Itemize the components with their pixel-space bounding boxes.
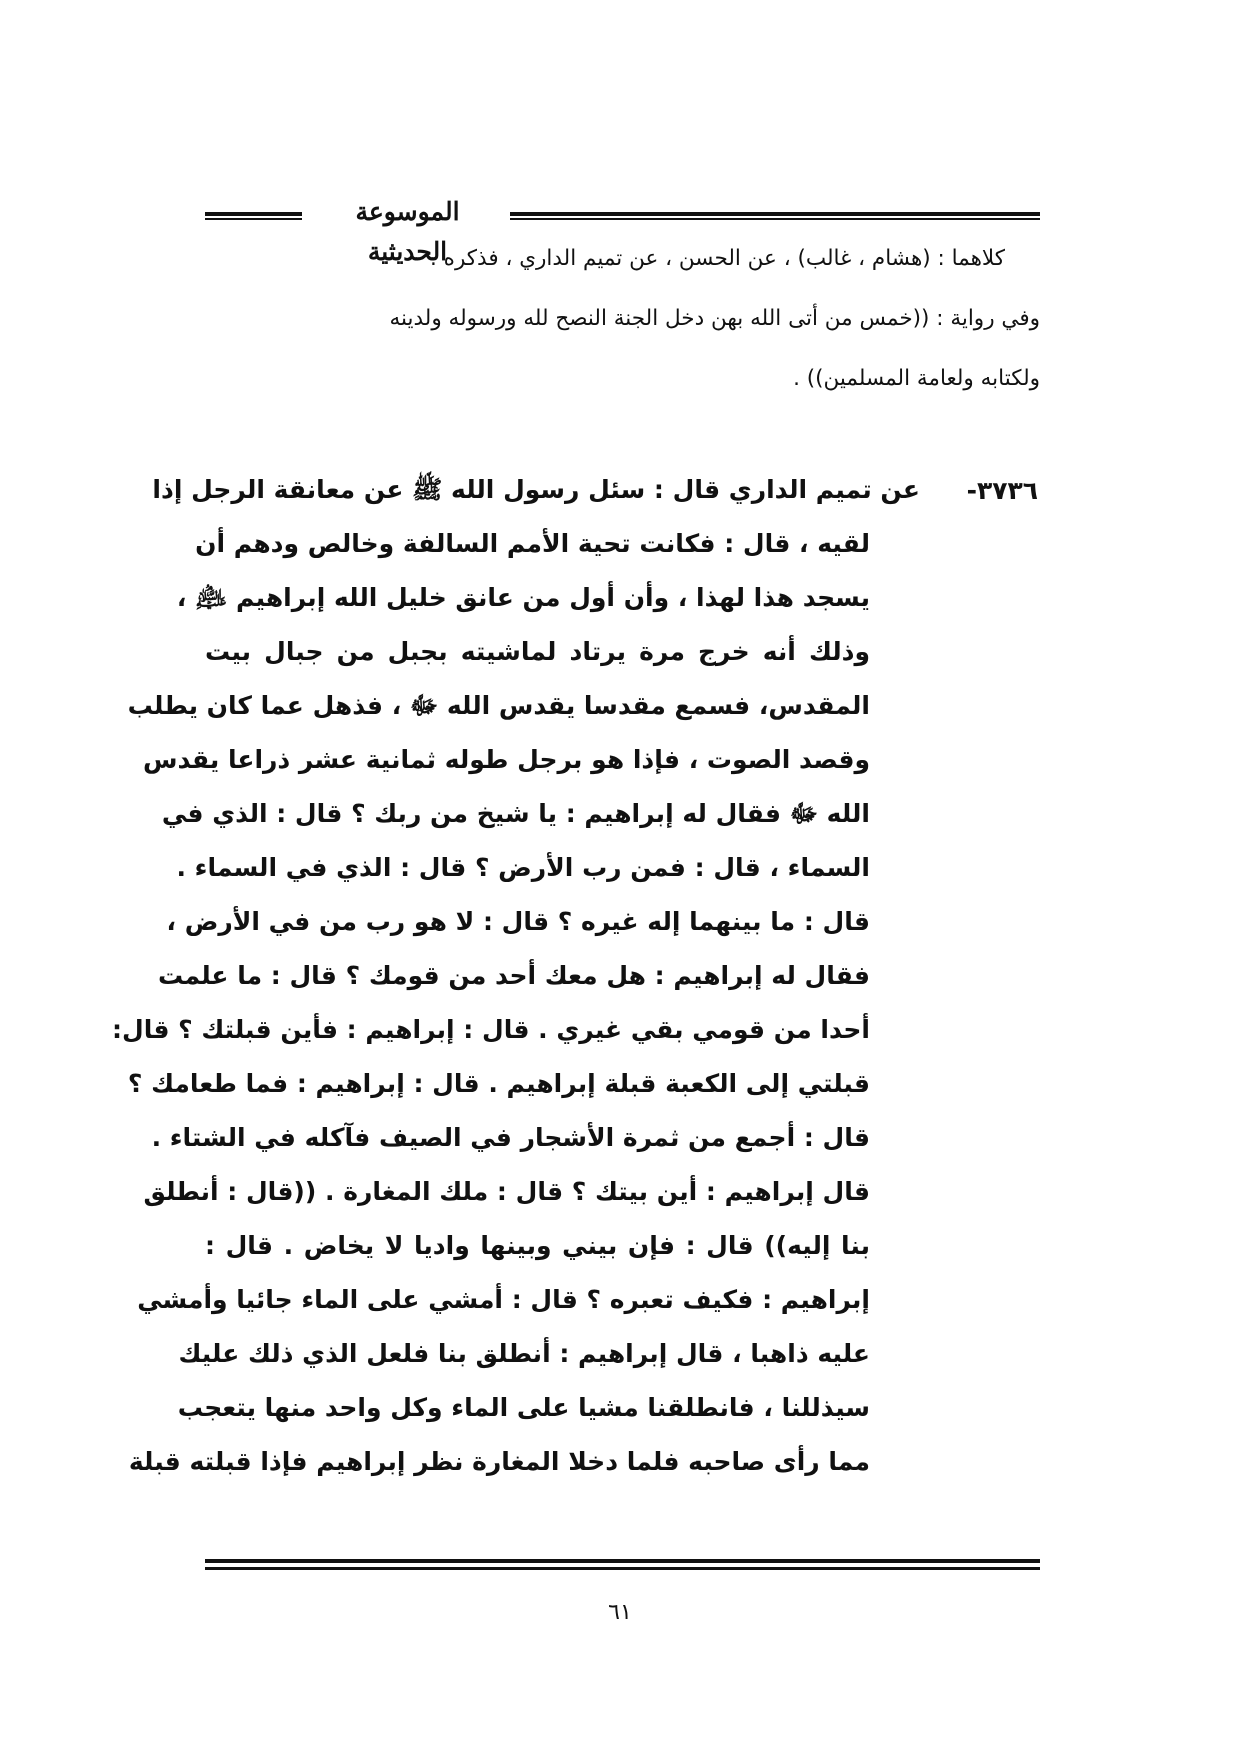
header-rule-left <box>205 212 302 216</box>
hadith-line: إبراهيم : فكيف تعبره ؟ قال : أمشي على الماء جائيا وأمشي <box>137 1285 870 1314</box>
hadith-line: يسجد هذا لهذا ، وأن أول من عانق خليل الله إبراهيم ﵇ ، <box>176 583 870 612</box>
hadith-line: قال : أجمع من ثمرة الأشجار في الصيف فآكله في الشتاء . <box>151 1123 870 1152</box>
hadith-line: مما رأى صاحبه فلما دخلا المغارة نظر إبراهيم فإذا قبلته قبلة <box>128 1447 870 1476</box>
hadith-line: بنا إليه)) قال : فإن بيني وبينها واديا لا يخاض . قال : <box>205 1231 870 1260</box>
intro-line-1: كلاهما : (هشام ، غالب) ، عن الحسن ، عن تميم الداري ، فذكره . <box>430 246 1005 271</box>
hadith-line: قبلتي إلى الكعبة قبلة إبراهيم . قال : إبراهيم : فما طعامك ؟ <box>127 1069 870 1098</box>
footer-rule-thin <box>205 1567 1040 1570</box>
intro-line-3: ولكتابه ولعامة المسلمين)) . <box>793 366 1040 391</box>
hadith-number: ٣٧٣٦- <box>966 476 1038 505</box>
header-rule-right <box>510 212 1040 216</box>
hadith-line: فقال له إبراهيم : هل معك أحد من قومك ؟ قال : ما علمت <box>158 961 870 990</box>
hadith-line: عن تميم الداري قال : سئل رسول الله ﷺ عن معانقة الرجل إذا <box>152 475 920 504</box>
hadith-line: قال إبراهيم : أين بيتك ؟ قال : ملك المغارة . ((قال : أنطلق <box>143 1177 870 1206</box>
hadith-line: وقصد الصوت ، فإذا هو برجل طوله ثمانية عشر ذراعا يقدس <box>142 745 870 774</box>
hadith-line: قال : ما بينهما إله غيره ؟ قال : لا هو رب من في الأرض ، <box>166 907 870 936</box>
hadith-line: لقيه ، قال : فكانت تحية الأمم السالفة وخالص ودهم أن <box>195 529 870 558</box>
hadith-line: وذلك أنه خرج مرة يرتاد لماشيته بجبل من جبال بيت <box>205 637 870 666</box>
footer-rule-thick <box>205 1559 1040 1563</box>
hadith-line: عليه ذاهبا ، قال إبراهيم : أنطلق بنا فلعل الذي ذلك عليك <box>178 1339 870 1368</box>
hadith-line: الله ﷻ فقال له إبراهيم : يا شيخ من ربك ؟ قال : الذي في <box>161 799 870 828</box>
intro-line-2: وفي رواية : ((خمس من أتى الله بهن دخل الجنة النصح لله ورسوله ولدينه <box>389 306 1040 331</box>
header-title: الموسوعة الحديثية <box>355 197 460 266</box>
hadith-line: أحدا من قومي بقي غيري . قال : إبراهيم : فأين قبلتك ؟ قال: <box>112 1015 870 1044</box>
page-number: ٦١ <box>608 1600 632 1625</box>
hadith-line: سيذللنا ، فانطلقنا مشيا على الماء وكل واحد منها يتعجب <box>177 1393 870 1422</box>
hadith-line: السماء ، قال : فمن رب الأرض ؟ قال : الذي في السماء . <box>176 853 870 882</box>
hadith-line: المقدس، فسمع مقدسا يقدس الله ﷻ ، فذهل عما كان يطلب <box>127 691 870 720</box>
